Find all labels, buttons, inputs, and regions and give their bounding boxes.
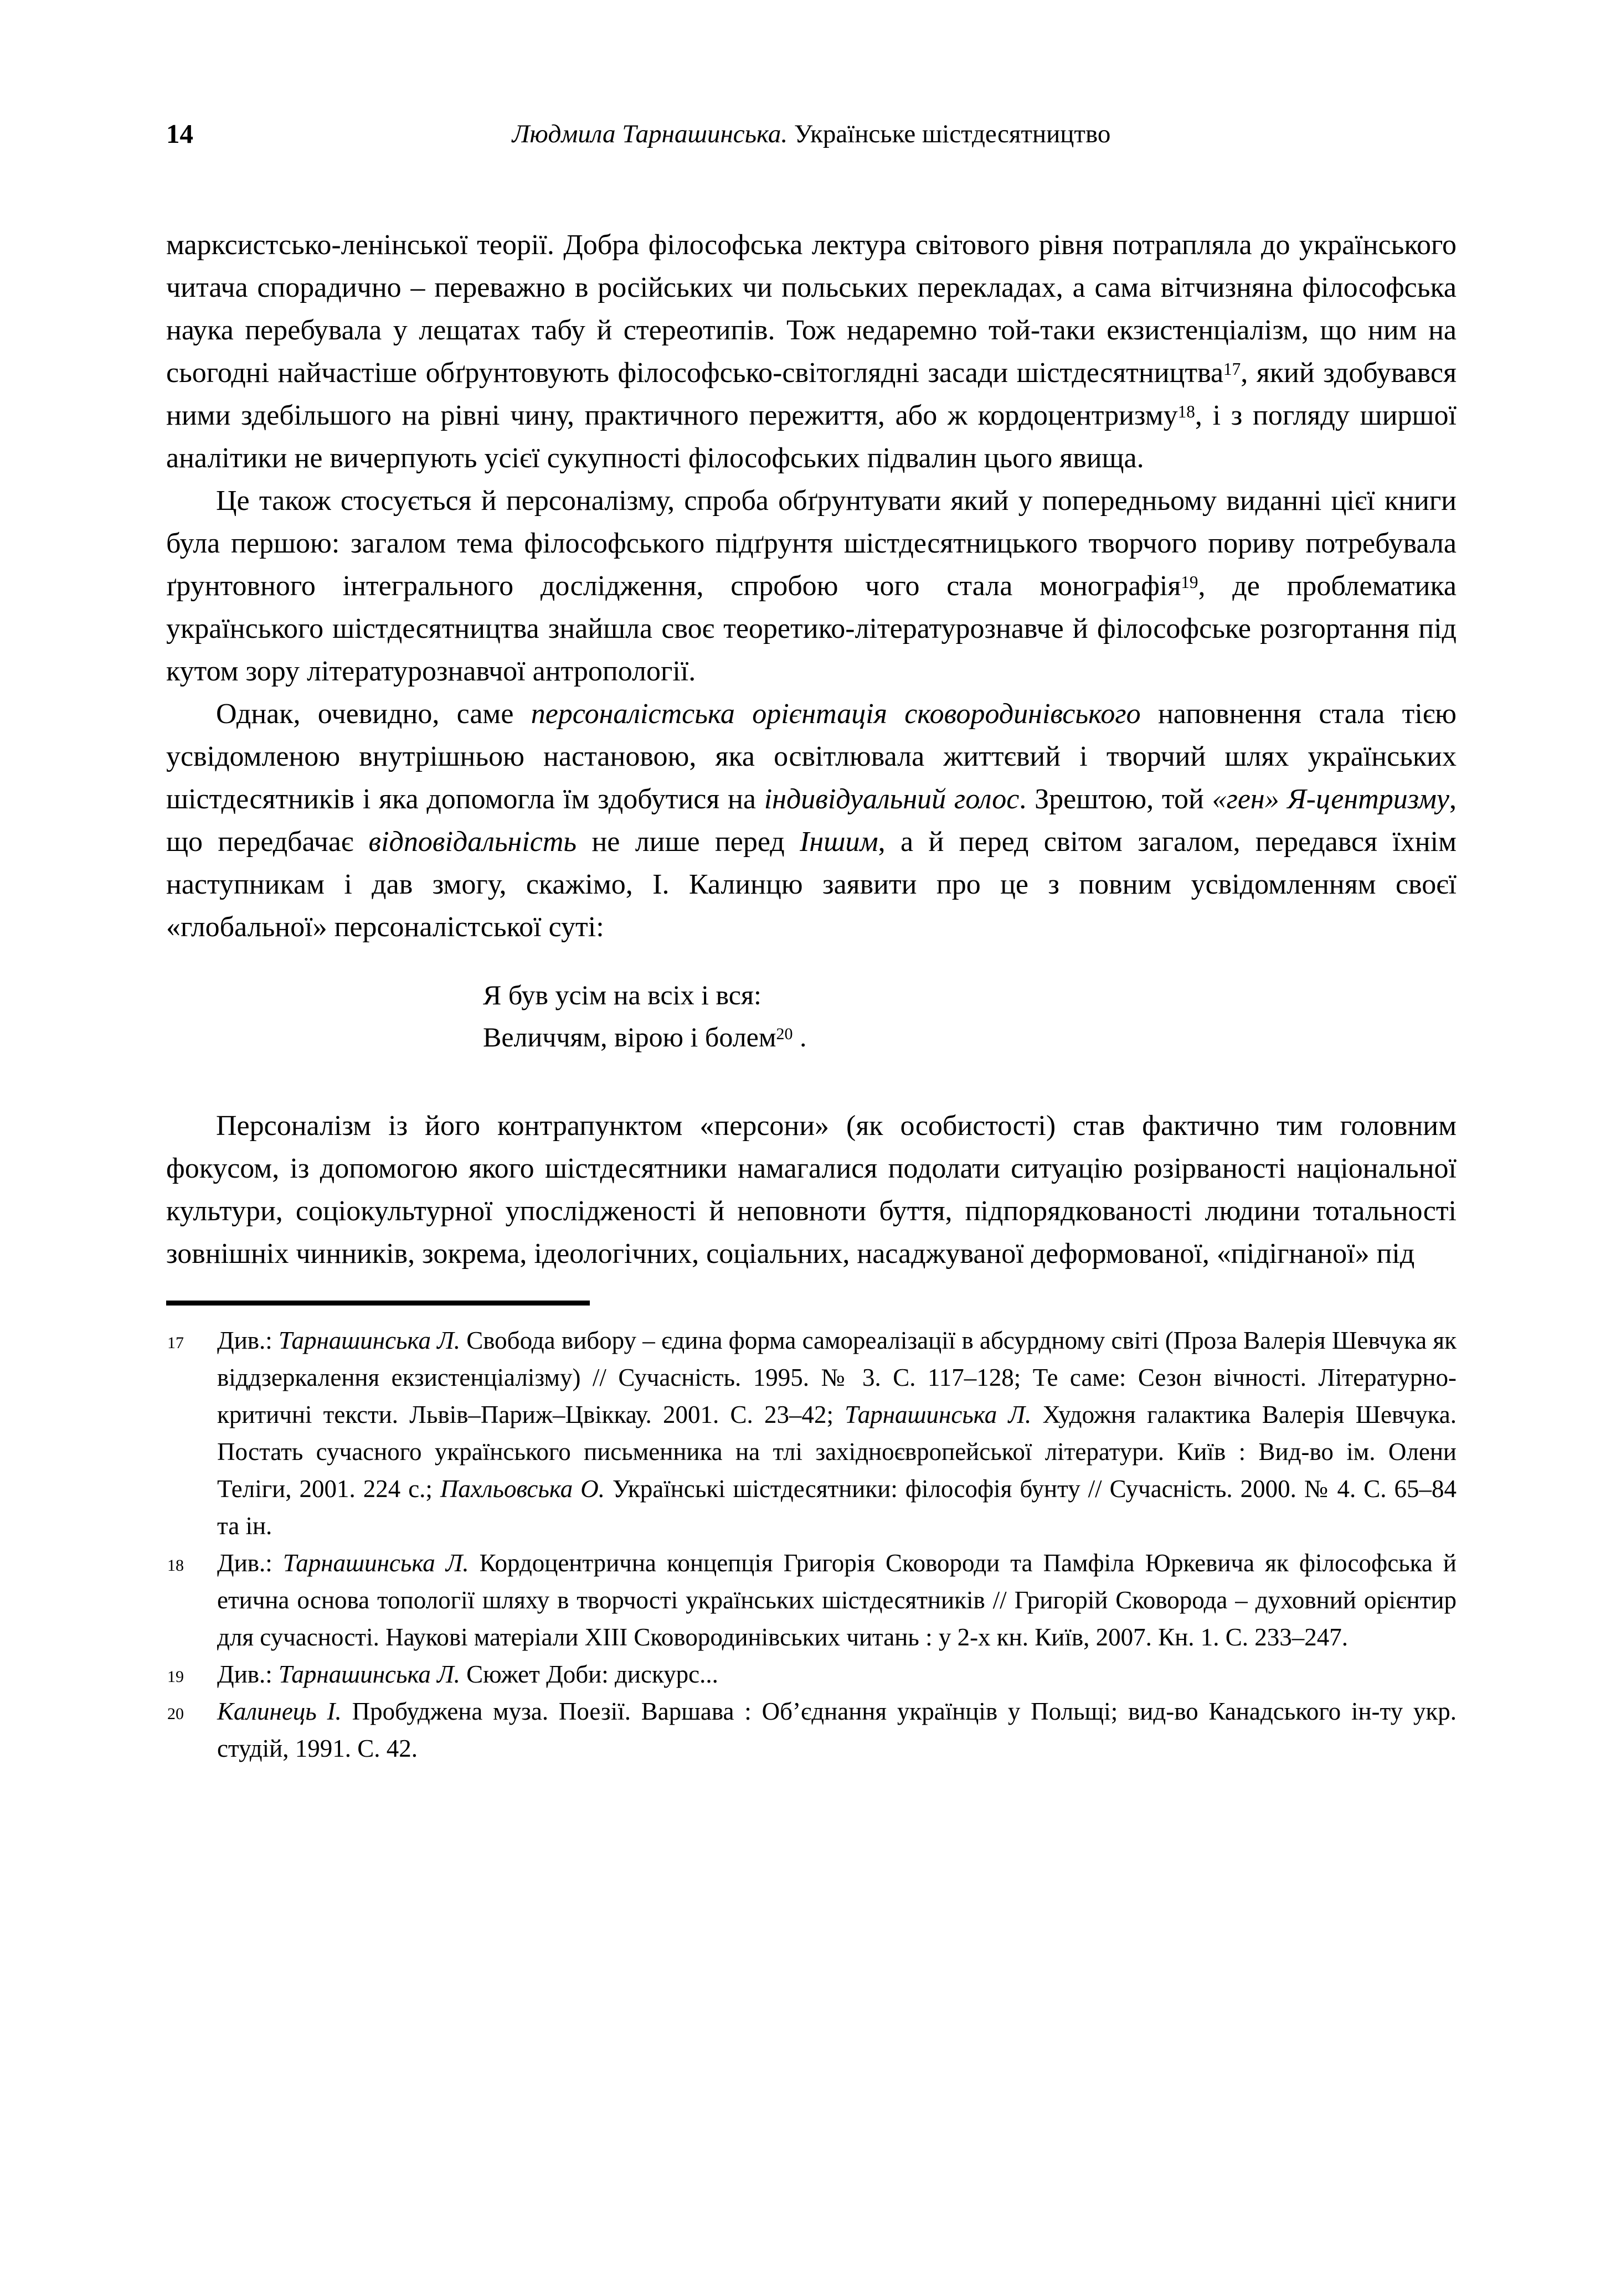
footnote-18 [166, 1545, 1457, 1656]
page-header [166, 117, 1457, 153]
page-number: 14 [166, 118, 193, 149]
footnote-17 [166, 1322, 1457, 1545]
paragraph-1: марксистсько-ленінської теорії. Добра філософська лектура світового рівня потрапляла до українського читача спорадично – переважно в російських чи польських перекладах, а сама вітчизняна філософська наука перебувала у лещатах табу й стереотипів. Тож недаремно той-таки екзистенціалізм, що ним на сьогодні найчастіше обґрунтовують філософсько-світоглядні засади шістдесятництва$^{17}$, який здобувався ними здебільшого на рівні чину, практичного пережиття, або ж кордоцентризму$^{18}$, і з погляду ширшої аналітики не вичерпують усієї сукупності філософських підвалин цього явища. [166, 229, 1457, 474]
footnote-text-17: Див.: Тарнашинська Л. Свобода вибору – єдина форма самореалізації в абсурдному світі (Проза Валерія Шевчука як віддзеркалення екзистенціалізму) // Сучасність. 1995. № 3. С. 117–128; Те саме: Сезон вічності. Літературно-критичні тексти. Львів–Париж–Цвіккау. 2001. С. 23–42; Тарнашинська Л. Художня галактика Валерія Шевчука. Постать сучасного українського письменника на тлі західноєвропейської літератури. Київ : Вид-во ім. Олени Теліги, 2001. 224 с.; Пахльовська О. Українські шістдесятники: філософія бунту // Сучасність. 2000. № 4. С. 65–84 та ін. [217, 1327, 1457, 1540]
running-header-title: Людмила Тарнашинська. Українське шістдесятництво [512, 120, 1111, 148]
footnote-number-18: 18 [167, 1556, 184, 1575]
verse-line-2: Величчям, вірою і болем$^{20}$ . [483, 1021, 807, 1052]
footnotes-section [166, 1301, 1457, 1767]
footnote-separator-rule [166, 1301, 590, 1306]
footnote-number-20: 20 [167, 1705, 184, 1723]
paragraph-2: Це також стосується й персоналізму, спроба обґрунтувати який у попередньому виданні цієї книги була першою: загалом тема філософського підґрунтя шістдесятницького творчого пориву потребувала ґрунтовного інтегрального дослідження, спробою чого стала монографія$^{19}$, де проблематика українського шістдесятництва знайшла своє теоретико-літературознавче й філософське розгортання під кутом зору літературознавчої антропології. [166, 485, 1457, 687]
footnote-text-20: Калинець І. Пробуджена муза. Поезії. Варшава : Об’єднання українців у Польщі; вид-во Канадського ін-ту укр. студій, 1991. С. 42. [217, 1698, 1457, 1762]
footnote-text-19: Див.: Тарнашинська Л. Сюжет Доби: дискурс... [217, 1660, 718, 1688]
verse-line-1: Я був усім на всіх і вся: [483, 979, 761, 1010]
footnote-19 [166, 1656, 1457, 1693]
footnote-number-17: 17 [167, 1334, 184, 1352]
paragraph-3: Однак, очевидно, саме персоналістська орієнтація сковородинівського наповнення стала тією усвідомленою внутрішньою настановою, яка освітлювала життєвий і творчий шлях українських шістдесятників і яка допомогла їм здобутися на індивідуальний голос. Зрештою, той «ген» Я-центризму, що передбачає відповідальність не лише перед Іншим, а й перед світом загалом, передався їхнім наступникам і дав змогу, скажімо, І. Калинцю заявити про це з повним усвідомленням своєї «глобальної» персоналістської суті: [166, 698, 1457, 943]
footnote-number-19: 19 [167, 1668, 184, 1686]
paragraph-4: Персоналізм із його контрапунктом «персони» (як особистості) став фактично тим головним фокусом, із допомогою якого шістдесятники намагалися подолати ситуацію розірваності національної культури, соціокультурної упослідженості й неповноти буття, підпорядкованості людини тотальності зовнішніх чинників, зокрема, ідеологічних, соціальних, насаджуваної деформованої, «підігнаної» під [166, 1110, 1457, 1270]
main-text-column [166, 224, 1457, 1275]
verse-quote [483, 974, 1457, 1058]
footnote-text-18: Див.: Тарнашинська Л. Кордоцентрична концепція Григорія Сковороди та Памфіла Юркевича як філософська й етична основа топології шляху в творчості українських шістдесятників // Григорій Сковорода – духовний орієнтир для сучасності. Наукові матеріали XIII Сковородинівських читань : у 2-х кн. Київ, 2007. Кн. 1. С. 233–247. [217, 1549, 1457, 1651]
footnote-20 [166, 1693, 1457, 1767]
